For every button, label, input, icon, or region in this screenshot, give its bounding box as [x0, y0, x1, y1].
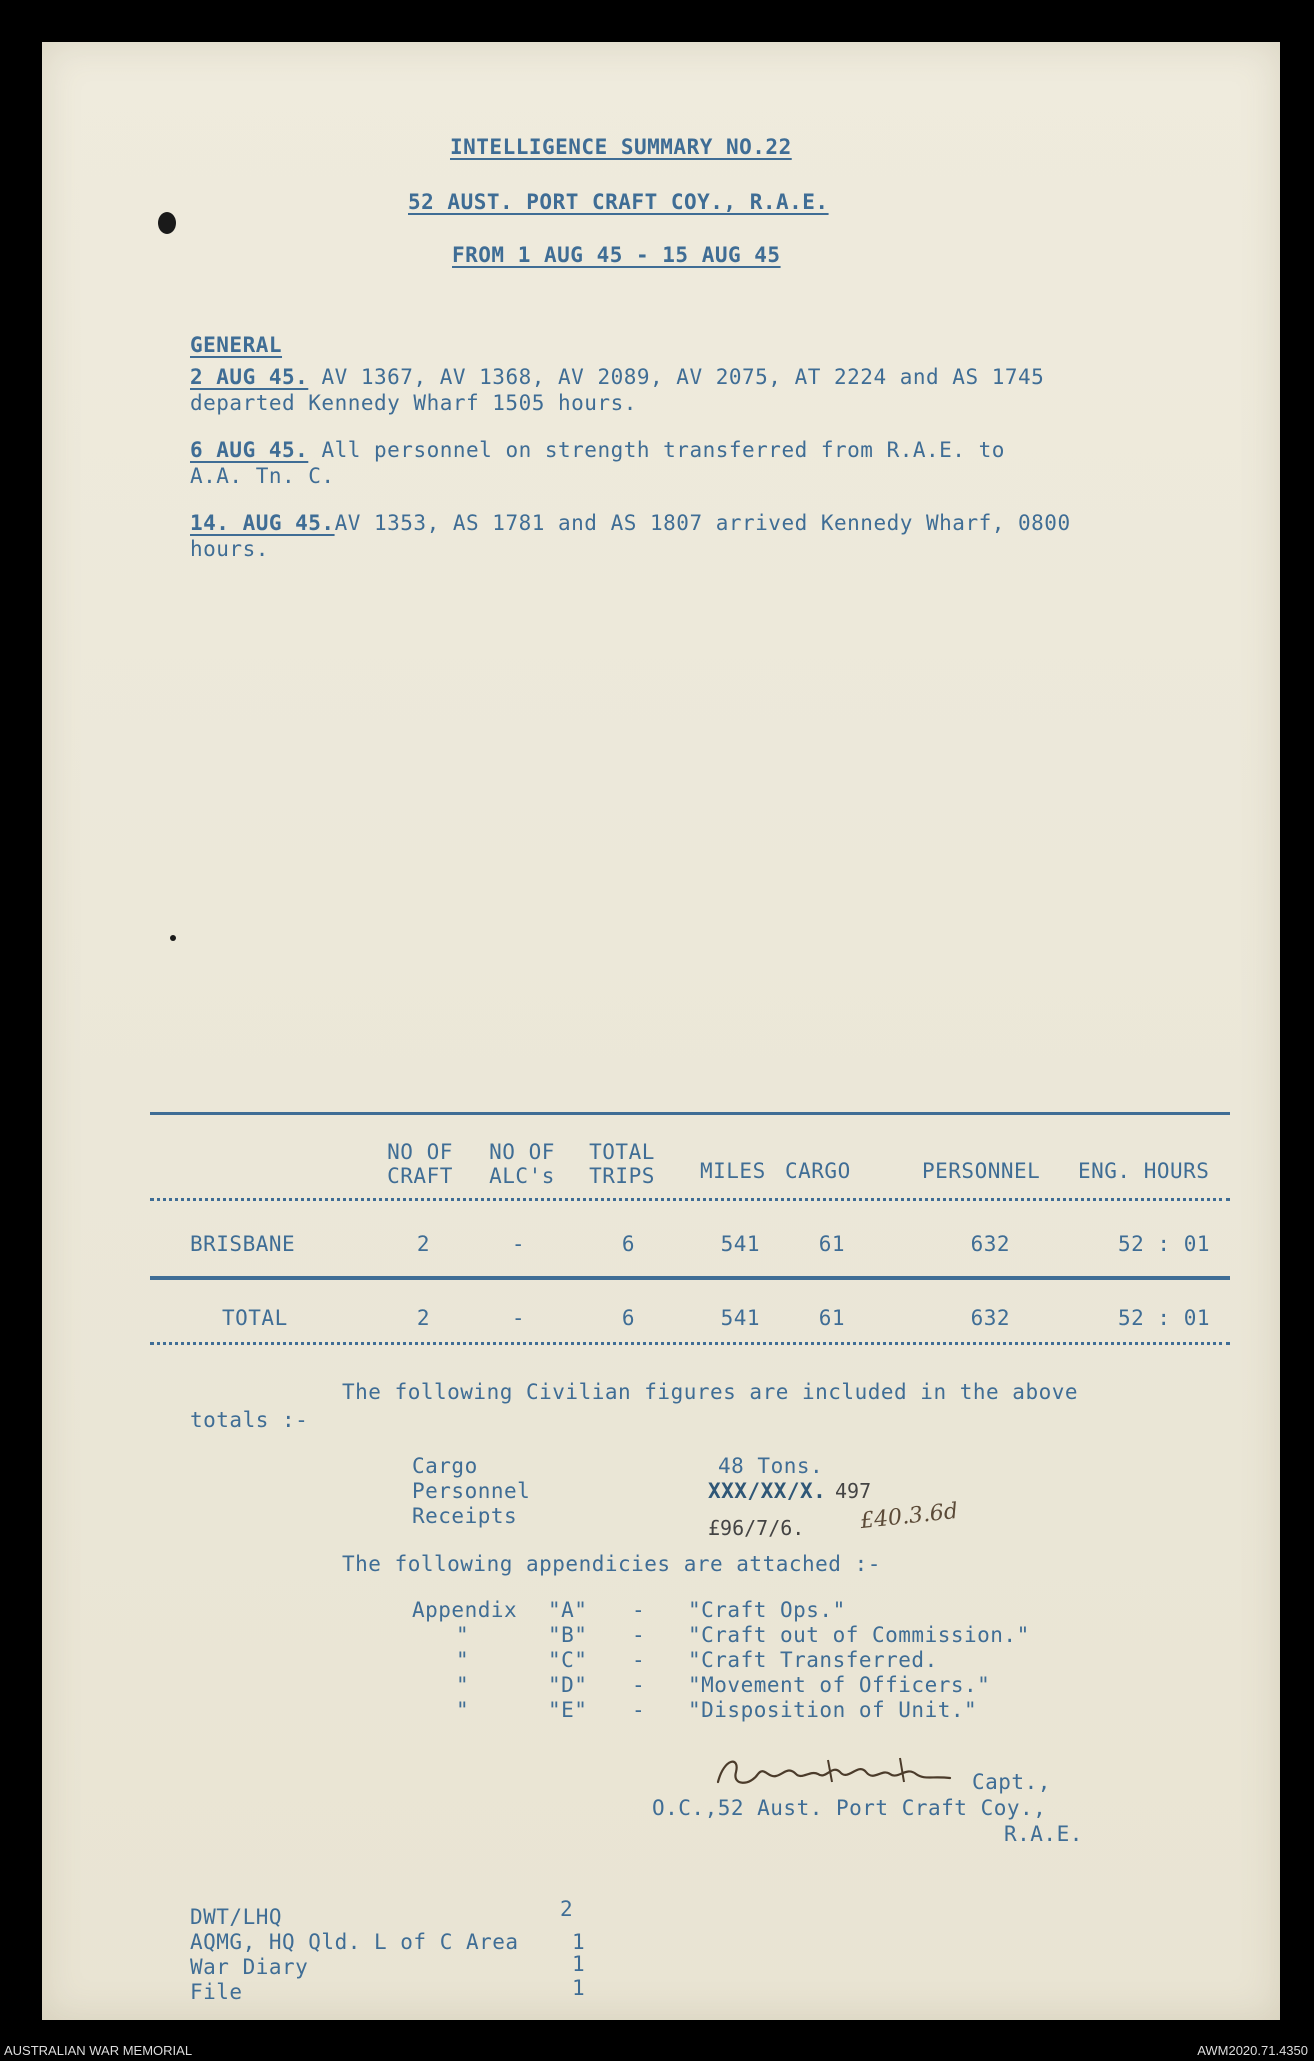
header-personnel: PERSONNEL: [922, 1159, 1041, 1183]
cell-cargo: 61: [818, 1306, 845, 1330]
appendix-dash: -: [632, 1673, 646, 1697]
header-line: NO OF: [489, 1140, 555, 1164]
cell-trips: 6: [621, 1306, 635, 1330]
document-title: INTELLIGENCE SUMMARY NO.22: [450, 135, 792, 159]
entry-text: AV 1367, AV 1368, AV 2089, AV 2075, AT 2224 and AS 1745: [308, 365, 1045, 389]
handwritten-amount: £40.3.6d: [858, 1498, 960, 1535]
cell-miles: 541: [720, 1232, 760, 1256]
appendix-title: "Craft Transferred.: [688, 1648, 938, 1672]
header-trips: [582, 1140, 662, 1188]
table-top-rule: [150, 1112, 1230, 1115]
civ-label-cargo: Cargo: [412, 1454, 478, 1478]
distribution-to: DWT/LHQ: [190, 1905, 283, 1929]
civ-value-cargo: 48 Tons.: [718, 1454, 824, 1478]
header-alc: [482, 1140, 562, 1188]
distribution-count: 1: [572, 1930, 586, 1954]
distribution-count: 2: [560, 1897, 574, 1921]
report-period: FROM 1 AUG 45 - 15 AUG 45: [452, 243, 781, 267]
distribution-to: War Diary: [190, 1955, 309, 1979]
appendix-word: ": [456, 1648, 470, 1672]
total-rule: [150, 1276, 1230, 1280]
civ-value-receipts: £96/7/6.: [708, 1516, 805, 1540]
civilian-intro: The following Civilian figures are included in the above: [342, 1380, 1079, 1404]
entry-1-cont: departed Kennedy Wharf 1505 hours.: [190, 391, 637, 415]
appendix-title: "Craft Ops.": [688, 1598, 846, 1622]
civ-pen-personnel: 497: [835, 1479, 872, 1503]
signature-corps: R.A.E.: [1004, 1822, 1083, 1846]
cell-personnel: 632: [970, 1306, 1010, 1330]
cell-personnel: 632: [970, 1232, 1010, 1256]
appendix-dash: -: [632, 1698, 646, 1722]
entry-3: [190, 511, 1071, 535]
civilian-intro-cont: totals :-: [190, 1408, 309, 1432]
appendix-letter: "C": [548, 1648, 588, 1672]
appendix-letter: "B": [548, 1623, 588, 1647]
total-divider: [150, 1342, 1230, 1345]
unit-name: 52 AUST. PORT CRAFT COY., R.A.E.: [408, 190, 829, 214]
header-craft: [380, 1140, 460, 1188]
civ-label-receipts: Receipts: [412, 1504, 518, 1528]
appendix-word: ": [456, 1673, 470, 1697]
entry-2-cont: A.A. Tn. C.: [190, 464, 335, 488]
appendix-title: "Craft out of Commission.": [688, 1623, 1030, 1647]
header-line: TRIPS: [589, 1164, 655, 1188]
header-line: NO OF: [387, 1140, 453, 1164]
entry-date: 2 AUG 45.: [190, 365, 309, 389]
cell-craft: 2: [416, 1232, 430, 1256]
header-divider: [150, 1198, 1230, 1201]
appendix-dash: -: [632, 1598, 646, 1622]
cell-craft: 2: [416, 1306, 430, 1330]
entry-date: 14. AUG 45.: [190, 511, 335, 535]
appendix-dash: -: [632, 1623, 646, 1647]
entry-date: 6 AUG 45.: [190, 438, 309, 462]
appendix-title: "Movement of Officers.": [688, 1673, 991, 1697]
entry-3-cont: hours.: [190, 537, 269, 561]
row-label: BRISBANE: [190, 1232, 296, 1256]
civ-label-personnel: Personnel: [412, 1479, 531, 1503]
header-hours: ENG. HOURS: [1078, 1159, 1210, 1183]
signature: [710, 1752, 970, 1796]
appendix-word: Appendix: [412, 1598, 518, 1622]
header-miles: MILES: [700, 1159, 766, 1183]
entry-2: [190, 438, 1005, 462]
appendix-letter: "A": [548, 1598, 588, 1622]
entry-1: [190, 365, 1044, 389]
cell-alc: -: [511, 1306, 525, 1330]
punch-hole: [158, 212, 176, 234]
signature-position: O.C.,52 Aust. Port Craft Coy.,: [652, 1796, 1047, 1820]
entry-text: AV 1353, AS 1781 and AS 1807 arrived Kennedy Wharf, 0800: [334, 511, 1071, 535]
signature-rank: Capt.,: [972, 1770, 1051, 1794]
distribution-to: File: [190, 1980, 243, 2004]
punch-mark: [170, 935, 176, 941]
distribution-count: 1: [572, 1976, 586, 2000]
appendices-intro: The following appendicies are attached :-: [342, 1552, 881, 1576]
appendix-letter: "E": [548, 1698, 588, 1722]
header-line: CRAFT: [387, 1164, 453, 1188]
header-line: TOTAL: [589, 1140, 655, 1164]
cell-hours: 52 : 01: [1117, 1232, 1210, 1256]
appendix-title: "Disposition of Unit.": [688, 1698, 978, 1722]
cell-hours: 52 : 01: [1117, 1306, 1210, 1330]
distribution-to: AQMG, HQ Qld. L of C Area: [190, 1930, 519, 1954]
header-cargo: CARGO: [785, 1159, 851, 1183]
general-heading: GENERAL: [190, 333, 283, 357]
appendix-letter: "D": [548, 1673, 588, 1697]
footer-accession: AWM2020.71.4350: [1197, 2043, 1308, 2058]
entry-text: All personnel on strength transferred from R.A.E. to: [308, 438, 1005, 462]
cell-alc: -: [511, 1232, 525, 1256]
civ-value-personnel: XXX/XX/X.: [708, 1479, 827, 1503]
appendix-dash: -: [632, 1648, 646, 1672]
cell-miles: 541: [720, 1306, 760, 1330]
footer-institution: AUSTRALIAN WAR MEMORIAL: [4, 2043, 193, 2058]
cell-trips: 6: [621, 1232, 635, 1256]
appendix-word: ": [456, 1623, 470, 1647]
header-line: ALC's: [489, 1164, 555, 1188]
appendix-word: ": [456, 1698, 470, 1722]
total-label: TOTAL: [222, 1306, 288, 1330]
cell-cargo: 61: [818, 1232, 845, 1256]
distribution-count: 1: [572, 1952, 586, 1976]
